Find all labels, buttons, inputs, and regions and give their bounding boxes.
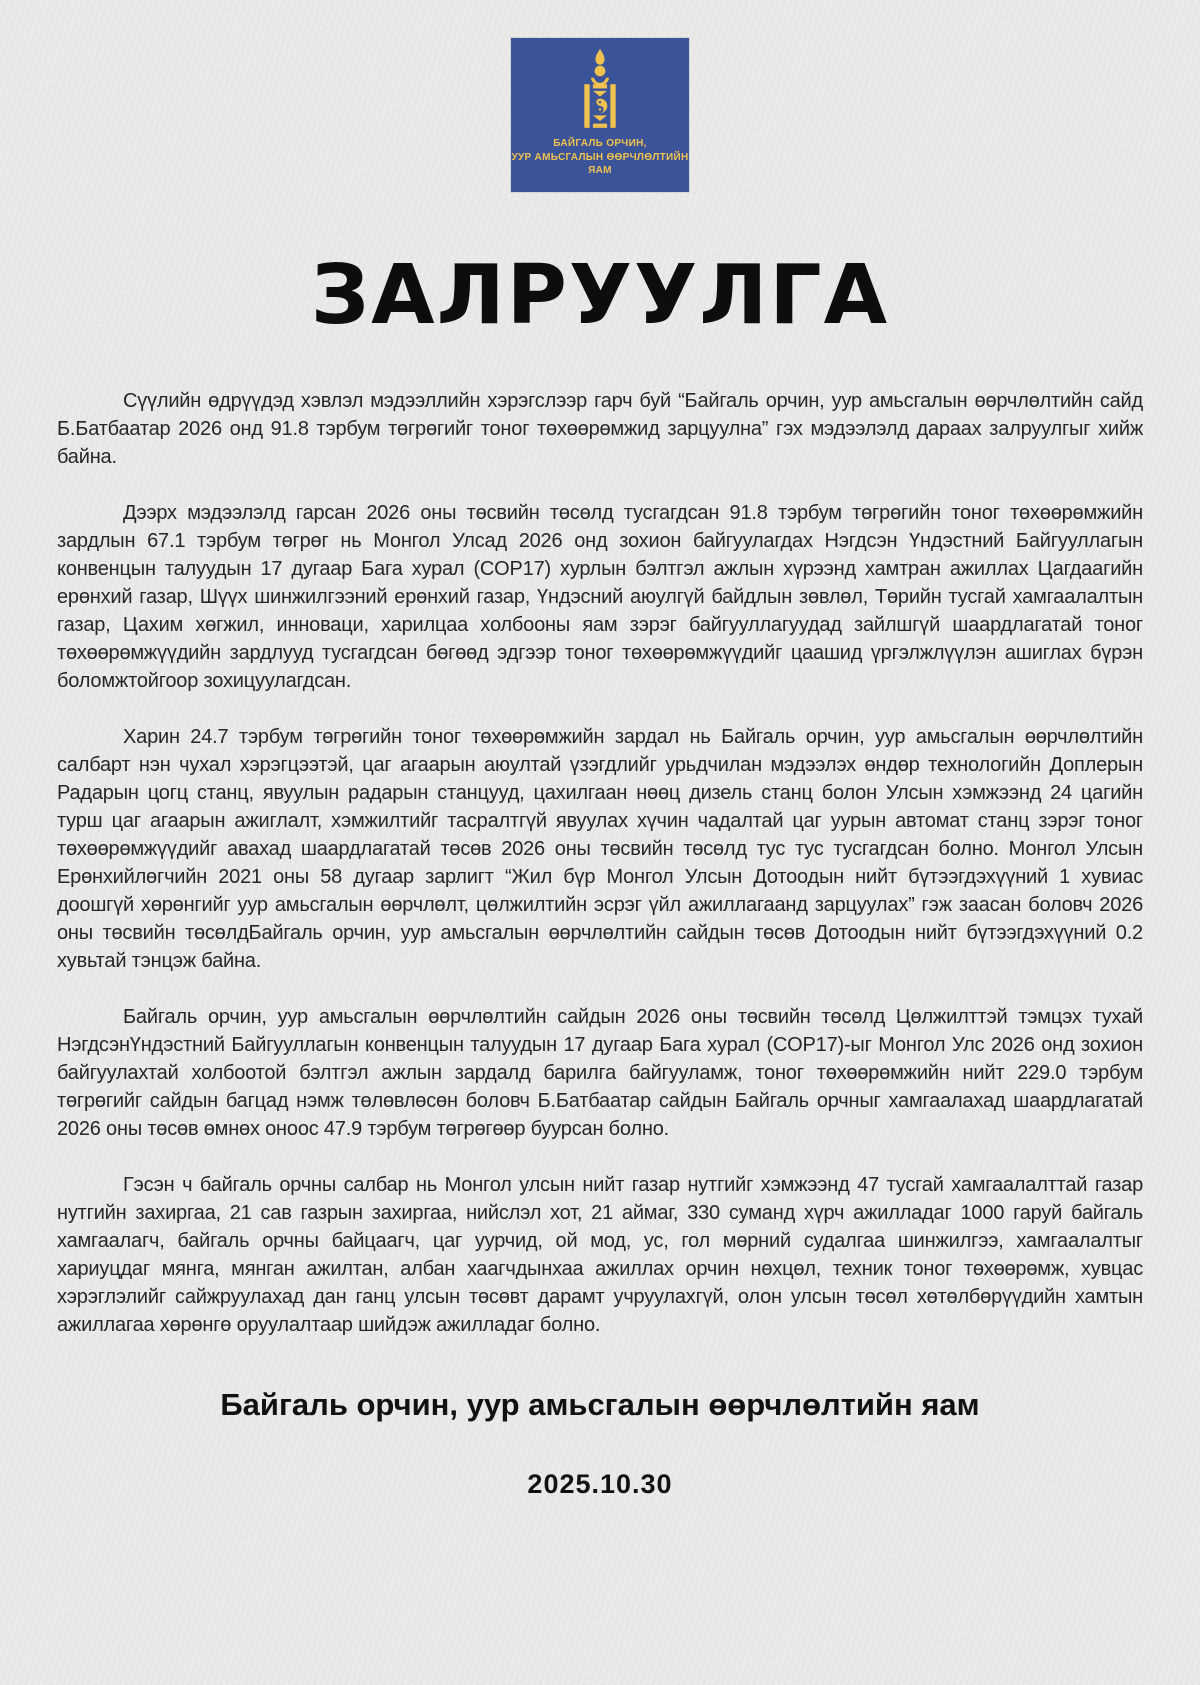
paragraph-5: Гэсэн ч байгаль орчны салбар нь Монгол улсын нийт газар нутгийг хэмжээнд 47 тусгай хамгаалалттай газар нутгийн захиргаа, 21 сав газрын захиргаа, нийслэл хот, 21 аймаг, 330 суманд хүрч ажилладаг 1000 гаруй байгаль хамгаалагч, байгаль орчны байцаагч, цаг уурчид, ой мод, ус, гол мөрний судалгаа шинжилгээ, хамгаалалтыг хариуцдаг мянга, мянган ажилтан, албан хаагчдынхаа ажиллах орчин нөхцөл, техник тоног төхөөрөмж, хувцас хэрэглэлийг сайжруулахад дан ганц улсын төсөвт дарамт учруулахгүй, олон улсын төсөл хөтөлбөрүүдийн хамтын ажиллагаа хөрөнгө оруулалтаар шийдэж ажилладаг болно. <box>57 1174 1143 1336</box>
ministry-logo <box>511 38 689 192</box>
notice-date: 2025.10.30 <box>527 1469 673 1499</box>
paragraph-2: Дээрх мэдээлэлд гарсан 2026 оны төсвийн төсөлд тусгагдсан 91.8 тэрбум төгрөгийн тоног төхөөрөмжийн зардлын 67.1 тэрбум төгрөг нь Монгол Улсад 2026 онд зохион байгуулагдах Нэгдсэн Үндэстний Байгууллагын конвенцын талуудын 17 дугаар Бага хурал (COP17) хурлын бэлтгэл ажлын хүрээнд хамтран ажиллах Цагдаагийн ерөнхий газар, Шүүх шинжилгээний ерөнхий газар, Үндэсний аюулгүй байдлын зөвлөл, Төрийн тусгай хамгаалалтын газар, Цахим хөгжил, инноваци, харилцаа холбооны яам зэрэг байгууллагуудад зайлшгүй шаардлагатай тоног төхөөрөмжүүдийн зардлууд тусгагдсан бөгөөд эдгээр тоног төхөөрөмжүүдийг цаашид үргэлжлүүлэн ашиглах бүрэн боломжтойгоор зохицуулагдсан. <box>57 502 1143 692</box>
logo-text <box>511 137 688 178</box>
paragraph-3: Харин 24.7 тэрбум төгрөгийн тоног төхөөрөмжийн зардал нь Байгаль орчин, уур амьсгалын өөрчлөлтийн салбарт нэн чухал хэрэгцээтэй, цаг агаарын аюултай үзэгдлийг урьдчилан мэдээлэх өндөр технологийн Доплерын Радарын цогц станц, явуулын радарын станцууд, цахилгаан нөөц дизель станц болон Улсын хэмжээнд 24 цагийн турш цаг агаарын ажиглалт, хэмжилтийг тасралтгүй явуулах хүчин чадалтай цаг уурын автомат станц зэрэг тоног төхөөрөмжүүдийг авахад шаардлагатай төсөв 2026 оны төсвийн төсөлд тус тус тусгагдсан болно. Монгол Улсын Ерөнхийлөгчийн 2021 оны 58 дугаар зарлигт “Жил бүр Монгол Улсын Дотоодын нийт бүтээгдэхүүний 1 хувиас доошгүй хөрөнгийг уур амьсгалын өөрчлөлт, цөлжилтийн эсрэг үйл ажиллагаанд зарцуулах” гэж заасан боловч 2026 оны төсвийн төсөлдБайгаль орчин, уур амьсгалын өөрчлөлтийн сайдын төсөв Дотоодын нийт бүтээгдэхүүний 0.2 хувьтай тэнцэж байна. <box>57 726 1143 972</box>
logo-text-line: БАЙГАЛЬ ОРЧИН, <box>553 138 647 149</box>
signature-organization: Байгаль орчин, уур амьсгалын өөрчлөлтийн яам <box>220 1387 980 1422</box>
soyombo-icon <box>571 45 629 133</box>
notice-body <box>57 387 1143 1339</box>
paragraph-1: Сүүлийн өдрүүдэд хэвлэл мэдээллийн хэрэгслээр гарч буй “Байгаль орчин, уур амьсгалын өөрчлөлтийн сайд Б.Батбаатар 2026 онд 91.8 тэрбум төгрөгийг тоног төхөөрөмжид зарцуулна” гэх мэдээлэлд дараах залруулгыг хийж байна. <box>57 390 1143 468</box>
logo-text-line: УУР АМЬСГАЛЫН ӨӨРЧЛӨЛТИЙН <box>511 151 689 163</box>
page-title: ЗАЛРУУЛГА <box>310 248 890 343</box>
paragraph-4: Байгаль орчин, уур амьсгалын өөрчлөлтийн сайдын 2026 оны төсвийн төсөлд Цөлжилттэй тэмцэх тухай НэгдсэнҮндэстний Байгууллагын конвенцын талуудын 17 дугаар Бага хурал (COP17)-ыг Монгол Улс 2026 онд зохион байгуулахтай холбоотой бэлтгэл ажлын зардалд барилга байгууламж, тоног төхөөрөмжийн нийт 229.0 тэрбум төгрөгийг сайдын багцад нэмж төлөвлөсөн боловч Б.Батбаатар сайдын Байгаль орчныг хамгаалахад шаардлагатай 2026 оны төсөв өмнөх оноос 47.9 тэрбум төгрөгөөр буурсан болно. <box>57 1006 1143 1140</box>
logo-container <box>57 38 1143 192</box>
logo-text-line: ЯАМ <box>588 165 612 176</box>
